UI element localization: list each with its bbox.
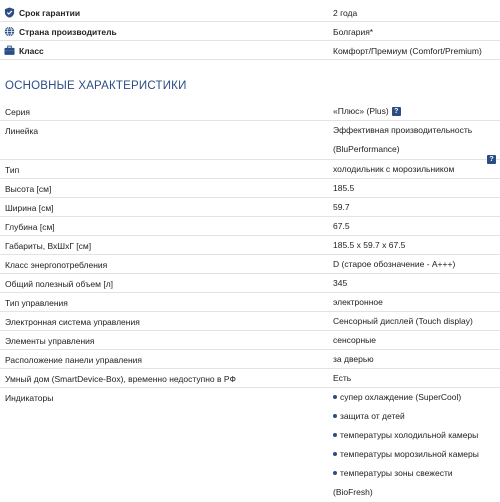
spec-value: 345 — [333, 278, 348, 288]
spec-row-height — [0, 179, 500, 198]
spec-row-line — [0, 121, 500, 163]
spec-row-dims — [0, 236, 500, 255]
spec-value: Есть — [333, 373, 352, 383]
country-row — [0, 22, 500, 41]
spec-row-control-elements — [0, 331, 500, 350]
spec-name: Высота [см] — [5, 184, 52, 194]
top-specs — [0, 3, 500, 60]
spec-name: Класс энергопотребления — [5, 260, 108, 270]
spec-name: Общий полезный объем [л] — [5, 279, 114, 289]
class-label: Класс — [19, 46, 44, 56]
section-title: ОСНОВНЫЕ ХАРАКТЕРИСТИКИ — [5, 80, 187, 92]
list-item: супер охлаждение (SuperCool) — [333, 388, 493, 407]
country-value: Болгария* — [333, 27, 374, 37]
spec-row-type — [0, 160, 500, 179]
shield-check-icon — [4, 7, 15, 18]
help-icon[interactable]: ? — [487, 155, 496, 164]
spec-value: «Плюс» (Plus) ? — [333, 102, 493, 121]
country-label: Страна производитель — [19, 27, 117, 37]
spec-row-panel-location — [0, 350, 500, 369]
list-item: температуры морозильной камеры — [333, 445, 493, 464]
spec-name: Тип — [5, 165, 20, 175]
bullet-icon — [333, 395, 337, 399]
spec-value: 185.5 x 59.7 x 67.5 — [333, 240, 406, 250]
class-value: Комфорт/Премиум (Comfort/Premium) — [333, 46, 482, 56]
bullet-icon — [333, 433, 337, 437]
spec-name: Элементы управления — [5, 336, 95, 346]
warranty-label: Срок гарантии — [19, 8, 81, 18]
spec-name: Индикаторы — [5, 393, 54, 403]
spec-value: 59.7 — [333, 202, 350, 212]
warranty-value: 2 года — [333, 8, 358, 18]
bullet-icon — [333, 471, 337, 475]
briefcase-icon — [4, 45, 15, 56]
spec-name: Электронная система управления — [5, 317, 140, 327]
spec-row-indicators — [0, 388, 500, 497]
spec-row-volume — [0, 274, 500, 293]
spec-value: электронное — [333, 297, 383, 307]
spec-name: Расположение панели управления — [5, 355, 143, 365]
spec-row-energy — [0, 255, 500, 274]
list-item: температуры холодильной камеры — [333, 426, 493, 445]
spec-row-depth — [0, 217, 500, 236]
help-icon[interactable]: ? — [392, 107, 401, 116]
spec-value: холодильник с морозильником — [333, 164, 455, 174]
spec-name: Ширина [см] — [5, 203, 54, 213]
spec-name: Умный дом (SmartDevice-Box), временно недоступно в РФ — [5, 374, 236, 384]
spec-row-series — [0, 102, 500, 121]
globe-icon — [4, 26, 15, 37]
bullet-icon — [333, 452, 337, 456]
spec-row-smart-home — [0, 369, 500, 388]
specs-table — [0, 102, 500, 497]
spec-value: сенсорные — [333, 335, 377, 345]
spec-value: Сенсорный дисплей (Touch display) — [333, 316, 473, 326]
spec-value: за дверью — [333, 354, 374, 364]
spec-name: Серия — [5, 107, 30, 117]
list-item: защита от детей — [333, 407, 493, 426]
spec-name: Линейка — [5, 126, 39, 136]
spec-value: 185.5 — [333, 183, 355, 193]
spec-row-width — [0, 198, 500, 217]
spec-value: Эффективная производительность (BluPerformance) — [333, 125, 473, 154]
spec-row-control-system — [0, 312, 500, 331]
spec-value: 67.5 — [333, 221, 350, 231]
list-item: температуры зоны свежести (BioFresh) — [333, 468, 453, 497]
warranty-row — [0, 3, 500, 22]
spec-name: Тип управления — [5, 298, 68, 308]
spec-value: D (старое обозначение - A+++) — [333, 259, 456, 269]
spec-row-control-type — [0, 293, 500, 312]
spec-name: Глубина [см] — [5, 222, 55, 232]
bullet-icon — [333, 414, 337, 418]
class-row — [0, 41, 500, 60]
spec-name: Габариты, ВхШхГ [см] — [5, 241, 92, 251]
indicator-list — [333, 388, 493, 497]
